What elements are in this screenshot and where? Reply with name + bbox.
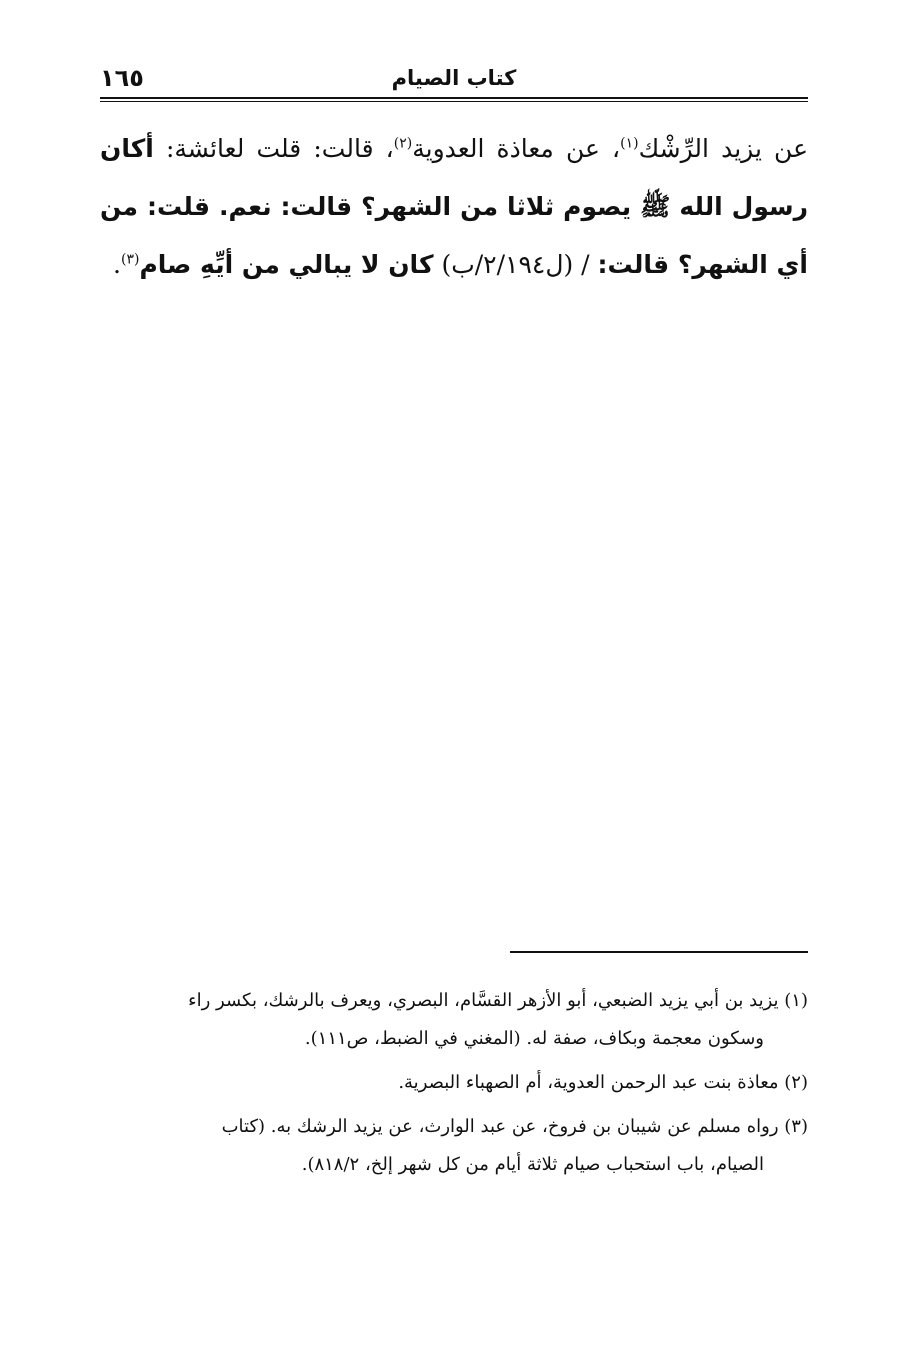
footnote-3 bbox=[100, 1108, 808, 1184]
main-text bbox=[100, 120, 808, 294]
page-number: ١٦٥ bbox=[100, 64, 144, 92]
footnote-ref-3: (٣) bbox=[121, 251, 140, 268]
footnote-ref-1: (١) bbox=[620, 135, 639, 152]
hadith-text-end: كان لا يبالي من أيِّهِ صام bbox=[139, 250, 434, 279]
header-rule bbox=[100, 97, 808, 102]
hadith-text: أكان رسول الله ﷺ يصوم ثلاثا من الشهر؟ قالت: نعم. قلت: من أي الشهر؟ قالت: bbox=[100, 134, 808, 279]
footnotes bbox=[100, 982, 808, 1190]
page-header bbox=[100, 64, 808, 94]
footnote-line: (٢) معاذة بنت عبد الرحمن العدوية، أم الصهباء البصرية. bbox=[398, 1072, 808, 1093]
running-title: كتاب الصيام bbox=[391, 66, 517, 90]
footnote-2 bbox=[100, 1064, 808, 1102]
footnote-line: الصيام، باب استحباب صيام ثلاثة أيام من كل شهر إلخ، ٨١٨/٢). bbox=[301, 1154, 764, 1175]
manuscript-ref: / (ل٢/١٩٤/ب) bbox=[433, 250, 598, 279]
text-segment: . bbox=[113, 250, 121, 279]
text-segment: ، قالت: قلت لعائشة: bbox=[153, 134, 394, 163]
text-segment: عن يزيد الرِّشْك bbox=[638, 134, 808, 163]
footnote-1 bbox=[100, 982, 808, 1058]
footnote-ref-2: (٢) bbox=[393, 135, 413, 152]
footnote-separator bbox=[510, 951, 808, 953]
text-segment: ، عن معاذة العدوية bbox=[412, 134, 621, 163]
footnote-line: (١) يزيد بن أبي يزيد الضبعي، أبو الأزهر القسَّام، البصري، ويعرف بالرشك، بكسر راء bbox=[188, 990, 808, 1011]
footnote-line: وسكون معجمة وبكاف، صفة له. (المغني في الضبط، ص١١١). bbox=[304, 1028, 764, 1049]
footnote-line: (٣) رواه مسلم عن شيبان بن فروخ، عن عبد الوارث، عن يزيد الرشك به. (كتاب bbox=[221, 1116, 808, 1137]
